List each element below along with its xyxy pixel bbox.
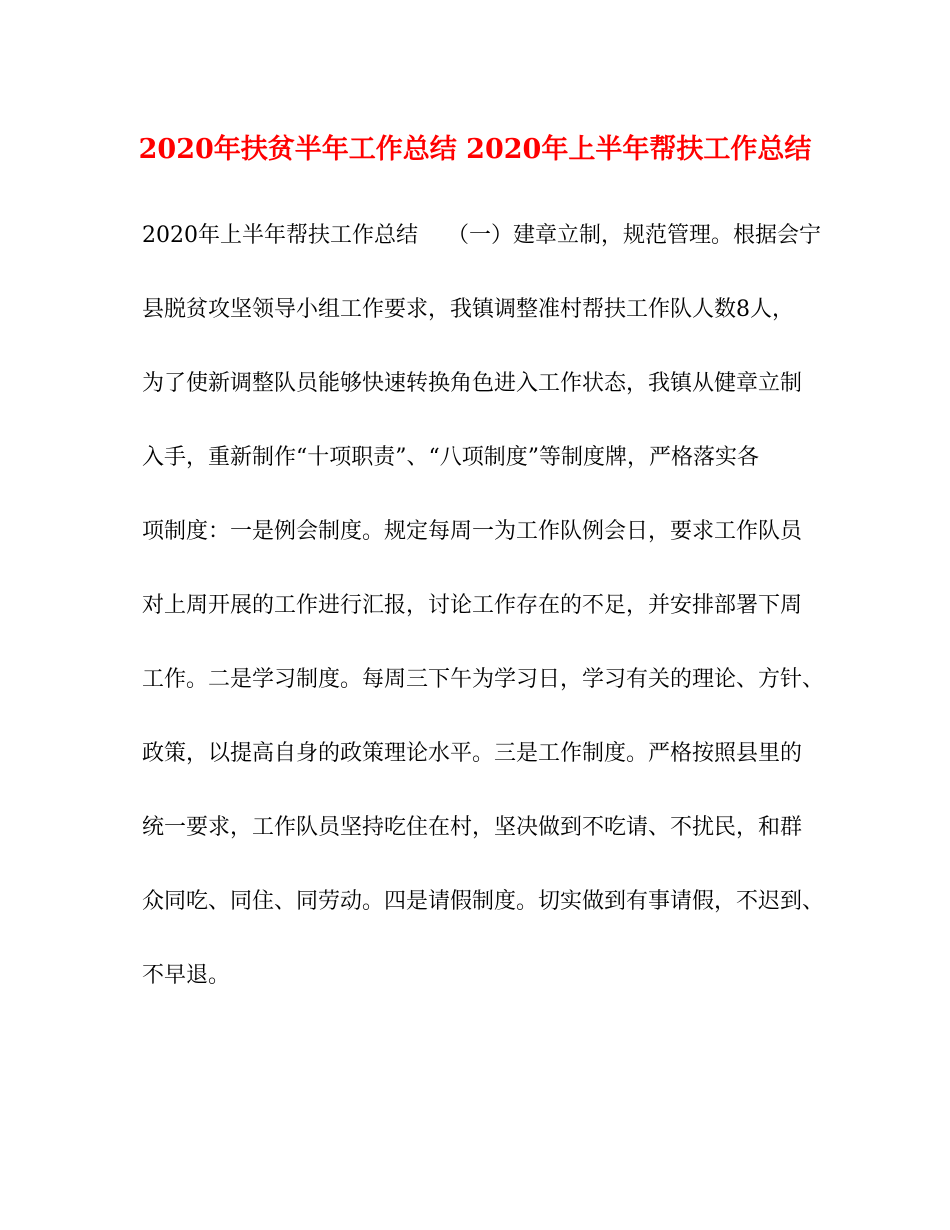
body-line: 为了使新调整队员能够快速转换角色进入工作状态，我镇从健章立制 [142,371,803,396]
body-line: 工作。二是学习制度。每周三下午为学习日，学习有关的理论、方针、 [142,667,825,692]
body-line: 众同吃、同住、同劳动。四是请假制度。切实做到有事请假，不迟到、 [142,889,825,914]
body-line: 2020年上半年帮扶工作总结 （一）建章立制，规范管理。根据会宁 [142,223,821,248]
body-line: 不早退。 [142,963,231,988]
body-line: 入手，重新制作“十项职责”、“八项制度”等制度牌，严格落实各 [142,445,759,470]
document-title: 2020年扶贫半年工作总结 2020年上半年帮扶工作总结 [138,134,812,165]
body-line: 对上周开展的工作进行汇报，讨论工作存在的不足，并安排部署下周 [142,593,803,618]
body-line: 县脱贫攻坚领导小组工作要求，我镇调整准村帮扶工作队人数8人， [142,297,794,322]
body-line: 统一要求，工作队员坚持吃住在村，坚决做到不吃请、不扰民，和群 [142,815,803,840]
body-line: 政策，以提高自身的政策理论水平。三是工作制度。严格按照县里的 [142,741,803,766]
document-body [142,216,842,1030]
body-line: 项制度：一是例会制度。规定每周一为工作队例会日，要求工作队员 [142,519,803,544]
